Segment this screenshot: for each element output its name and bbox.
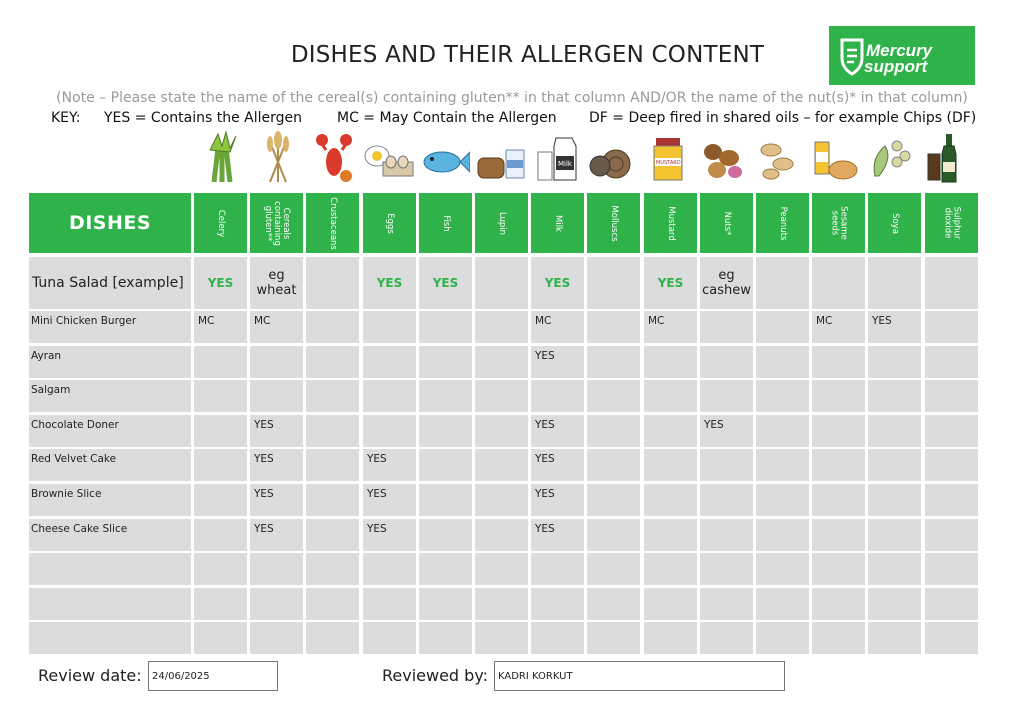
column-header [194, 193, 247, 253]
allergen-cell[interactable] [700, 346, 753, 378]
allergen-cell[interactable] [700, 553, 753, 585]
allergen-cell[interactable]: MC [644, 311, 697, 343]
allergen-cell[interactable] [700, 380, 753, 412]
example-cell: YES [363, 257, 416, 309]
example-cell: YES [644, 257, 697, 309]
allergen-cell[interactable] [194, 346, 247, 378]
dish-name-cell[interactable]: Mini Chicken Burger [29, 311, 191, 343]
allergen-cell[interactable] [475, 484, 528, 516]
allergen-cell[interactable] [756, 519, 809, 551]
allergen-cell[interactable]: YES [531, 449, 584, 481]
allergen-cell[interactable] [363, 622, 416, 654]
example-cell: YES [531, 257, 584, 309]
allergen-cell[interactable] [250, 553, 303, 585]
allergen-cell[interactable] [812, 519, 865, 551]
review-date-label: Review date: [38, 666, 142, 685]
allergen-cell[interactable] [419, 346, 472, 378]
snail-icon [586, 126, 638, 186]
svg-text:MUSTARD: MUSTARD [656, 160, 681, 166]
allergen-icons-row [0, 126, 1024, 188]
milk-icon [530, 126, 582, 186]
reviewed-by-label: Reviewed by: [382, 666, 489, 685]
allergen-cell[interactable] [644, 622, 697, 654]
allergen-cell[interactable] [194, 484, 247, 516]
allergen-cell[interactable] [587, 484, 640, 516]
allergen-cell[interactable] [868, 622, 921, 654]
allergen-cell[interactable] [756, 484, 809, 516]
reviewed-by-field[interactable]: KADRI KORKUT [494, 661, 785, 691]
allergen-cell[interactable] [419, 622, 472, 654]
allergen-cell[interactable] [925, 519, 978, 551]
allergen-cell[interactable] [756, 622, 809, 654]
allergen-cell[interactable] [587, 519, 640, 551]
allergen-cell[interactable] [644, 449, 697, 481]
allergen-cell[interactable]: YES [700, 415, 753, 447]
allergen-cell[interactable] [306, 622, 359, 654]
example-cell [756, 257, 809, 309]
column-header-label: Mustard [666, 205, 676, 241]
allergen-cell[interactable] [475, 415, 528, 447]
allergen-cell[interactable]: MC [812, 311, 865, 343]
allergen-cell[interactable] [756, 415, 809, 447]
logo-line2: support [864, 56, 928, 76]
column-header-label: Celery [216, 209, 226, 237]
allergen-cell[interactable] [419, 449, 472, 481]
allergen-cell[interactable] [419, 380, 472, 412]
allergen-cell[interactable] [812, 622, 865, 654]
dish-name-cell[interactable]: Brownie Slice [29, 484, 191, 516]
example-cell [475, 257, 528, 309]
allergen-cell[interactable]: YES [531, 346, 584, 378]
allergen-cell[interactable]: YES [868, 311, 921, 343]
column-header [363, 193, 416, 253]
wheat-icon [252, 126, 304, 186]
allergen-cell[interactable] [531, 622, 584, 654]
allergen-cell[interactable] [194, 519, 247, 551]
example-cell [868, 257, 921, 309]
allergen-cell[interactable] [756, 311, 809, 343]
allergen-cell[interactable] [250, 622, 303, 654]
allergen-cell[interactable] [250, 588, 303, 620]
allergen-cell[interactable] [419, 311, 472, 343]
logo-line1: Mercury [866, 40, 933, 60]
allergen-cell[interactable] [419, 553, 472, 585]
dish-name-cell[interactable]: Ayran [29, 346, 191, 378]
allergen-cell[interactable] [587, 588, 640, 620]
column-header [419, 193, 472, 253]
allergen-cell[interactable] [587, 622, 640, 654]
allergen-cell[interactable] [868, 553, 921, 585]
allergen-cell[interactable] [587, 380, 640, 412]
column-header-label: Nuts* [722, 211, 732, 235]
allergen-cell[interactable] [812, 415, 865, 447]
allergen-cell[interactable] [475, 622, 528, 654]
allergen-cell[interactable] [925, 622, 978, 654]
allergen-cell[interactable] [587, 311, 640, 343]
sesame-icon [809, 126, 861, 186]
column-header-label: Milk [553, 214, 563, 232]
allergen-cell[interactable] [306, 311, 359, 343]
allergen-cell[interactable] [363, 553, 416, 585]
allergen-cell[interactable] [700, 484, 753, 516]
allergen-cell[interactable] [925, 311, 978, 343]
column-header [475, 193, 528, 253]
allergen-cell[interactable] [925, 484, 978, 516]
key-label: KEY: [51, 110, 81, 126]
logo-mark-icon [836, 34, 968, 78]
example-dish-name: Tuna Salad [example] [29, 257, 191, 309]
allergen-cell[interactable] [587, 449, 640, 481]
allergen-cell[interactable] [194, 380, 247, 412]
allergen-cell[interactable] [756, 346, 809, 378]
soya-icon [865, 126, 917, 186]
allergen-cell[interactable] [700, 622, 753, 654]
column-header [306, 193, 359, 253]
column-header [756, 193, 809, 253]
allergen-cell[interactable] [475, 519, 528, 551]
celery-icon [196, 126, 248, 186]
allergen-cell[interactable]: YES [250, 449, 303, 481]
allergen-cell[interactable] [306, 553, 359, 585]
allergen-cell[interactable]: YES [531, 484, 584, 516]
column-header-label: Fish [441, 214, 451, 232]
allergen-cell[interactable] [475, 346, 528, 378]
allergen-cell[interactable] [306, 415, 359, 447]
allergen-cell[interactable] [756, 588, 809, 620]
example-cell [306, 257, 359, 309]
column-header-label: Cereals containing gluten** [263, 200, 291, 246]
dishes-header: DISHES [29, 193, 191, 253]
example-cell [812, 257, 865, 309]
allergen-cell[interactable] [306, 519, 359, 551]
allergen-cell[interactable] [419, 519, 472, 551]
allergen-cell[interactable] [250, 380, 303, 412]
allergen-cell[interactable] [868, 588, 921, 620]
dish-name-cell[interactable] [29, 588, 191, 620]
allergen-cell[interactable] [812, 484, 865, 516]
allergen-cell[interactable]: MC [531, 311, 584, 343]
key-df: DF = Deep fired in shared oils – for example Chips (DF) [589, 110, 977, 126]
allergen-cell[interactable] [363, 346, 416, 378]
allergen-cell[interactable] [306, 588, 359, 620]
allergen-cell[interactable]: YES [250, 415, 303, 447]
allergen-cell[interactable] [531, 380, 584, 412]
allergen-cell[interactable] [306, 484, 359, 516]
dish-name-cell[interactable]: Cheese Cake Slice [29, 519, 191, 551]
column-header-label: Peanuts [778, 206, 788, 240]
allergen-cell[interactable] [925, 415, 978, 447]
wine-icon [920, 126, 972, 186]
svg-text:Milk: Milk [558, 160, 572, 168]
allergen-cell[interactable] [194, 449, 247, 481]
allergen-cell[interactable]: YES [531, 415, 584, 447]
allergen-cell[interactable] [925, 449, 978, 481]
allergen-cell[interactable] [925, 588, 978, 620]
allergen-cell[interactable]: MC [194, 311, 247, 343]
column-header [531, 193, 584, 253]
allergen-cell[interactable] [868, 380, 921, 412]
allergen-cell[interactable] [363, 588, 416, 620]
allergen-cell[interactable]: YES [250, 484, 303, 516]
allergen-cell[interactable] [700, 311, 753, 343]
allergen-cell[interactable]: YES [250, 519, 303, 551]
column-header-label: Soya [890, 212, 900, 234]
allergen-cell[interactable] [700, 449, 753, 481]
column-header-label: Sesame seeds [829, 206, 849, 240]
dish-name-cell[interactable]: Red Velvet Cake [29, 449, 191, 481]
allergen-cell[interactable] [194, 622, 247, 654]
allergen-cell[interactable] [700, 588, 753, 620]
allergen-cell[interactable] [644, 588, 697, 620]
allergen-cell[interactable] [868, 449, 921, 481]
allergen-cell[interactable] [868, 519, 921, 551]
review-date-field[interactable]: 24/06/2025 [148, 661, 278, 691]
allergen-cell[interactable] [756, 380, 809, 412]
allergen-cell[interactable] [194, 588, 247, 620]
dish-name-cell[interactable]: Chocolate Doner [29, 415, 191, 447]
allergen-cell[interactable] [925, 380, 978, 412]
allergen-cell[interactable] [194, 553, 247, 585]
allergen-cell[interactable] [306, 346, 359, 378]
allergen-cell[interactable] [531, 588, 584, 620]
allergen-cell[interactable] [756, 553, 809, 585]
allergen-cell[interactable] [644, 415, 697, 447]
allergen-cell[interactable] [363, 415, 416, 447]
example-cell: YES [419, 257, 472, 309]
mustard-icon [642, 126, 694, 186]
allergen-cell[interactable] [644, 519, 697, 551]
column-header-label: Molluscs [609, 204, 619, 242]
allergen-cell[interactable] [812, 449, 865, 481]
allergen-cell[interactable]: YES [363, 449, 416, 481]
allergen-cell[interactable] [812, 346, 865, 378]
example-cell: eg cashew [700, 257, 753, 309]
allergen-cell[interactable] [419, 588, 472, 620]
dish-name-cell[interactable]: Salgam [29, 380, 191, 412]
allergen-cell[interactable] [587, 415, 640, 447]
allergen-cell[interactable] [868, 346, 921, 378]
allergen-cell[interactable] [644, 484, 697, 516]
eggs-icon [363, 126, 415, 186]
allergen-cell[interactable] [644, 346, 697, 378]
allergen-cell[interactable]: YES [363, 484, 416, 516]
allergen-cell[interactable] [812, 553, 865, 585]
column-header [644, 193, 697, 253]
column-header-label: Eggs [385, 212, 395, 234]
allergen-cell[interactable]: YES [531, 519, 584, 551]
allergen-cell[interactable] [306, 449, 359, 481]
allergen-cell[interactable] [475, 553, 528, 585]
key-yes: YES = Contains the Allergen [104, 110, 302, 126]
dish-name-cell[interactable] [29, 553, 191, 585]
column-header-label: Lupin [497, 211, 507, 235]
example-cell [925, 257, 978, 309]
allergen-cell[interactable] [363, 380, 416, 412]
column-header [250, 193, 303, 253]
allergen-cell[interactable] [531, 553, 584, 585]
example-cell: eg wheat [250, 257, 303, 309]
allergen-cell[interactable]: YES [363, 519, 416, 551]
allergen-cell[interactable] [868, 415, 921, 447]
peanuts-icon [753, 126, 805, 186]
dish-name-cell[interactable] [29, 622, 191, 654]
column-header-label: Crustaceans [328, 196, 338, 250]
allergen-cell[interactable] [250, 346, 303, 378]
allergen-cell[interactable] [812, 588, 865, 620]
key-mc: MC = May Contain the Allergen [337, 110, 557, 126]
lobster-icon [308, 126, 360, 186]
allergen-cell[interactable]: MC [250, 311, 303, 343]
column-header [812, 193, 865, 253]
column-header [925, 193, 978, 253]
allergen-cell[interactable] [194, 415, 247, 447]
allergen-cell[interactable] [363, 311, 416, 343]
column-header [587, 193, 640, 253]
allergen-cell[interactable] [306, 380, 359, 412]
allergen-cell[interactable] [925, 553, 978, 585]
allergen-cell[interactable] [812, 380, 865, 412]
fish-icon [418, 126, 470, 186]
allergen-cell[interactable] [475, 449, 528, 481]
allergen-cell[interactable] [644, 553, 697, 585]
allergen-cell[interactable] [475, 380, 528, 412]
nuts-icon [697, 126, 749, 186]
allergen-cell[interactable] [925, 346, 978, 378]
instructions-note: (Note – Please state the name of the cereal(s) containing gluten** in that column AND/OR the name of the nut(s)* in that column) [56, 90, 968, 106]
allergen-cell[interactable] [644, 380, 697, 412]
example-cell: YES [194, 257, 247, 309]
column-header [868, 193, 921, 253]
lupin-flour-icon [474, 126, 526, 186]
example-cell [587, 257, 640, 309]
page-title: DISHES AND THEIR ALLERGEN CONTENT [290, 42, 765, 68]
allergen-cell[interactable] [868, 484, 921, 516]
allergen-cell[interactable] [419, 415, 472, 447]
allergen-cell[interactable] [475, 311, 528, 343]
allergen-cell[interactable] [756, 449, 809, 481]
column-header [700, 193, 753, 253]
allergen-cell[interactable] [700, 519, 753, 551]
mercury-support-logo [829, 26, 975, 85]
allergen-cell[interactable] [587, 346, 640, 378]
allergen-cell[interactable] [587, 553, 640, 585]
allergen-cell[interactable] [419, 484, 472, 516]
column-header-label: Sulphur dioxide [942, 206, 962, 240]
allergen-cell[interactable] [475, 588, 528, 620]
